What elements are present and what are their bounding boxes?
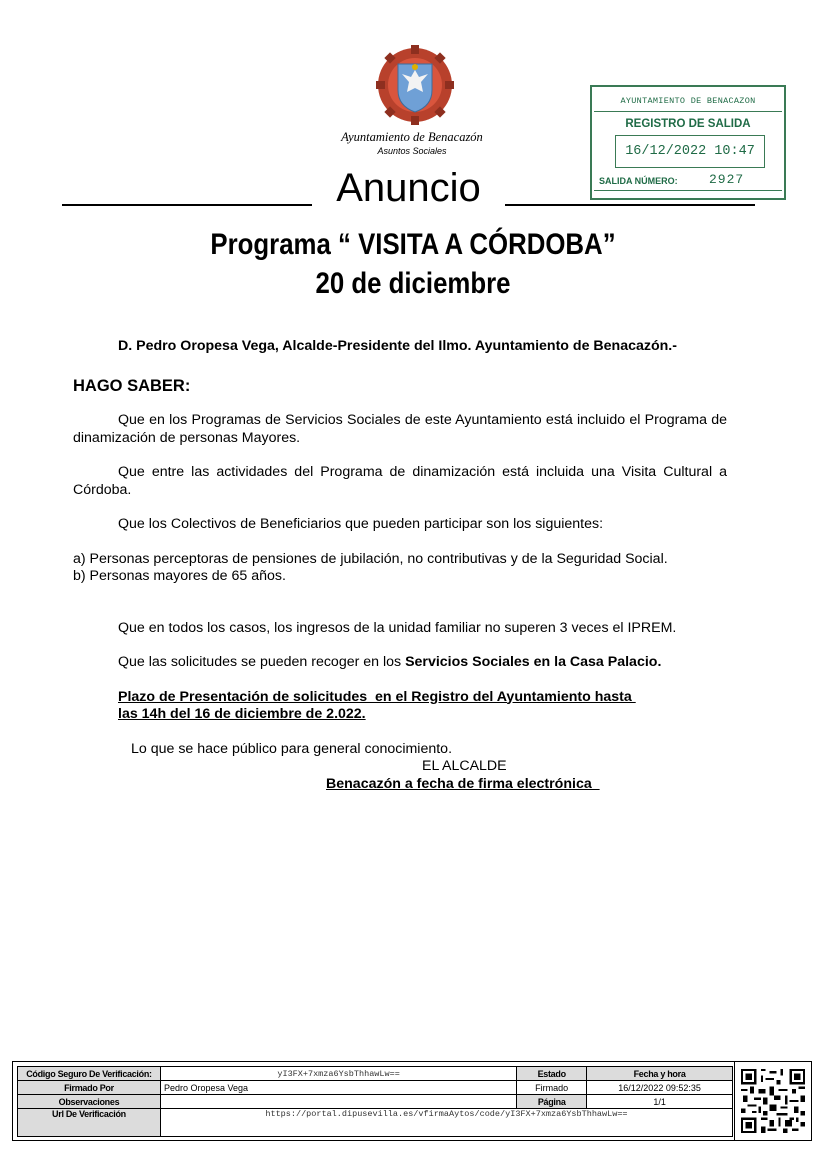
- estado-value: Firmado: [517, 1081, 587, 1095]
- hago-saber-heading: HAGO SABER:: [73, 376, 191, 395]
- url-value[interactable]: https://portal.dipusevilla.es/vfirmaAytos/code/yI3FX+7xmza6YsbThhawLw==: [160, 1109, 732, 1137]
- table-row: [18, 1081, 733, 1095]
- signer-title: EL ALCALDE: [422, 758, 507, 774]
- estado-label: Estado: [517, 1067, 587, 1081]
- heading-rule-right: [505, 204, 755, 206]
- deadline-line-1: Plazo de Presentación de solicitudes en el Registro del Ayuntamiento hasta: [118, 688, 636, 705]
- paragraph-programs: Que en los Programas de Servicios Sociales de este Ayuntamiento está incluido el Programa de dinamización de personas Mayores.: [73, 412, 727, 446]
- organization-department: Asuntos Sociales: [377, 146, 447, 156]
- csv-value: yI3FX+7xmza6YsbThhawLw==: [160, 1067, 516, 1081]
- exit-register-stamp: [590, 85, 786, 200]
- firmado-por-label: Firmado Por: [18, 1081, 161, 1095]
- stamp-divider: [594, 190, 782, 191]
- csv-label: Código Seguro De Verificación:: [18, 1067, 161, 1081]
- closing-line: Lo que se hace público para general conocimiento.: [131, 740, 453, 757]
- verification-table: [17, 1066, 733, 1137]
- stamp-number-label: SALIDA NÚMERO:: [599, 176, 678, 186]
- announcement-body: [73, 338, 727, 793]
- program-date: 20 de diciembre: [315, 267, 511, 300]
- electronic-signature-footer: [12, 1061, 812, 1141]
- list-item-a: a) Personas perceptoras de pensiones de jubilación, no contributivas y de la Seguridad Social.: [73, 550, 668, 567]
- where-collect-text: Que las solicitudes se pueden recoger en los: [118, 654, 406, 670]
- document-type-heading: Anuncio: [336, 166, 481, 210]
- observaciones-label: Observaciones: [18, 1095, 161, 1109]
- paragraph-activities: Que entre las actividades del Programa de dinamización está incluida una Visita Cultural a Córdoba.: [73, 464, 727, 498]
- fecha-label: Fecha y hora: [587, 1067, 733, 1081]
- table-row: [18, 1109, 733, 1137]
- list-item-b: b) Personas mayores de 65 años.: [73, 568, 286, 584]
- municipal-coat-of-arms-icon: [376, 44, 454, 126]
- observaciones-value: [160, 1095, 516, 1109]
- organization-name: Ayuntamiento de Benacazón: [341, 130, 483, 144]
- program-title: Programa “ VISITA A CÓRDOBA”: [210, 228, 616, 261]
- pagina-label: Página: [517, 1095, 587, 1109]
- heading-rule-left: [62, 204, 312, 206]
- table-row: [18, 1067, 733, 1081]
- where-collect-place: Servicios Sociales en la Casa Palacio.: [405, 654, 662, 670]
- deadline-block: [73, 689, 727, 724]
- stamp-title: REGISTRO DE SALIDA: [625, 118, 751, 130]
- url-label: Url De Verificación: [18, 1109, 161, 1137]
- qr-code-icon[interactable]: [741, 1068, 805, 1134]
- sign-place: Benacazón a fecha de firma electrónica: [326, 775, 600, 792]
- stamp-number: 2927: [709, 172, 745, 187]
- firmado-por-value: Pedro Oropesa Vega: [160, 1081, 516, 1095]
- pagina-value: 1/1: [587, 1095, 733, 1109]
- stamp-datetime: 16/12/2022 10:47: [615, 135, 765, 168]
- intro-paragraph: D. Pedro Oropesa Vega, Alcalde-Presidente del Ilmo. Ayuntamiento de Benacazón.-: [118, 338, 677, 354]
- stamp-divider: [594, 111, 782, 112]
- deadline-line-2: las 14h del 16 de diciembre de 2.022.: [118, 706, 366, 722]
- paragraph-beneficiaries: Que los Colectivos de Beneficiarios que pueden participar son los siguientes:: [118, 516, 604, 532]
- paragraph-where-collect: [73, 654, 727, 672]
- table-row: [18, 1095, 733, 1109]
- sign-place-line: [73, 776, 727, 794]
- paragraph-income: Que en todos los casos, los ingresos de la unidad familiar no superen 3 veces el IPREM.: [118, 619, 677, 636]
- footer-divider: [734, 1062, 735, 1140]
- fecha-value: 16/12/2022 09:52:35: [587, 1081, 733, 1095]
- stamp-organization: AYUNTAMIENTO DE BENACAZON: [620, 96, 756, 106]
